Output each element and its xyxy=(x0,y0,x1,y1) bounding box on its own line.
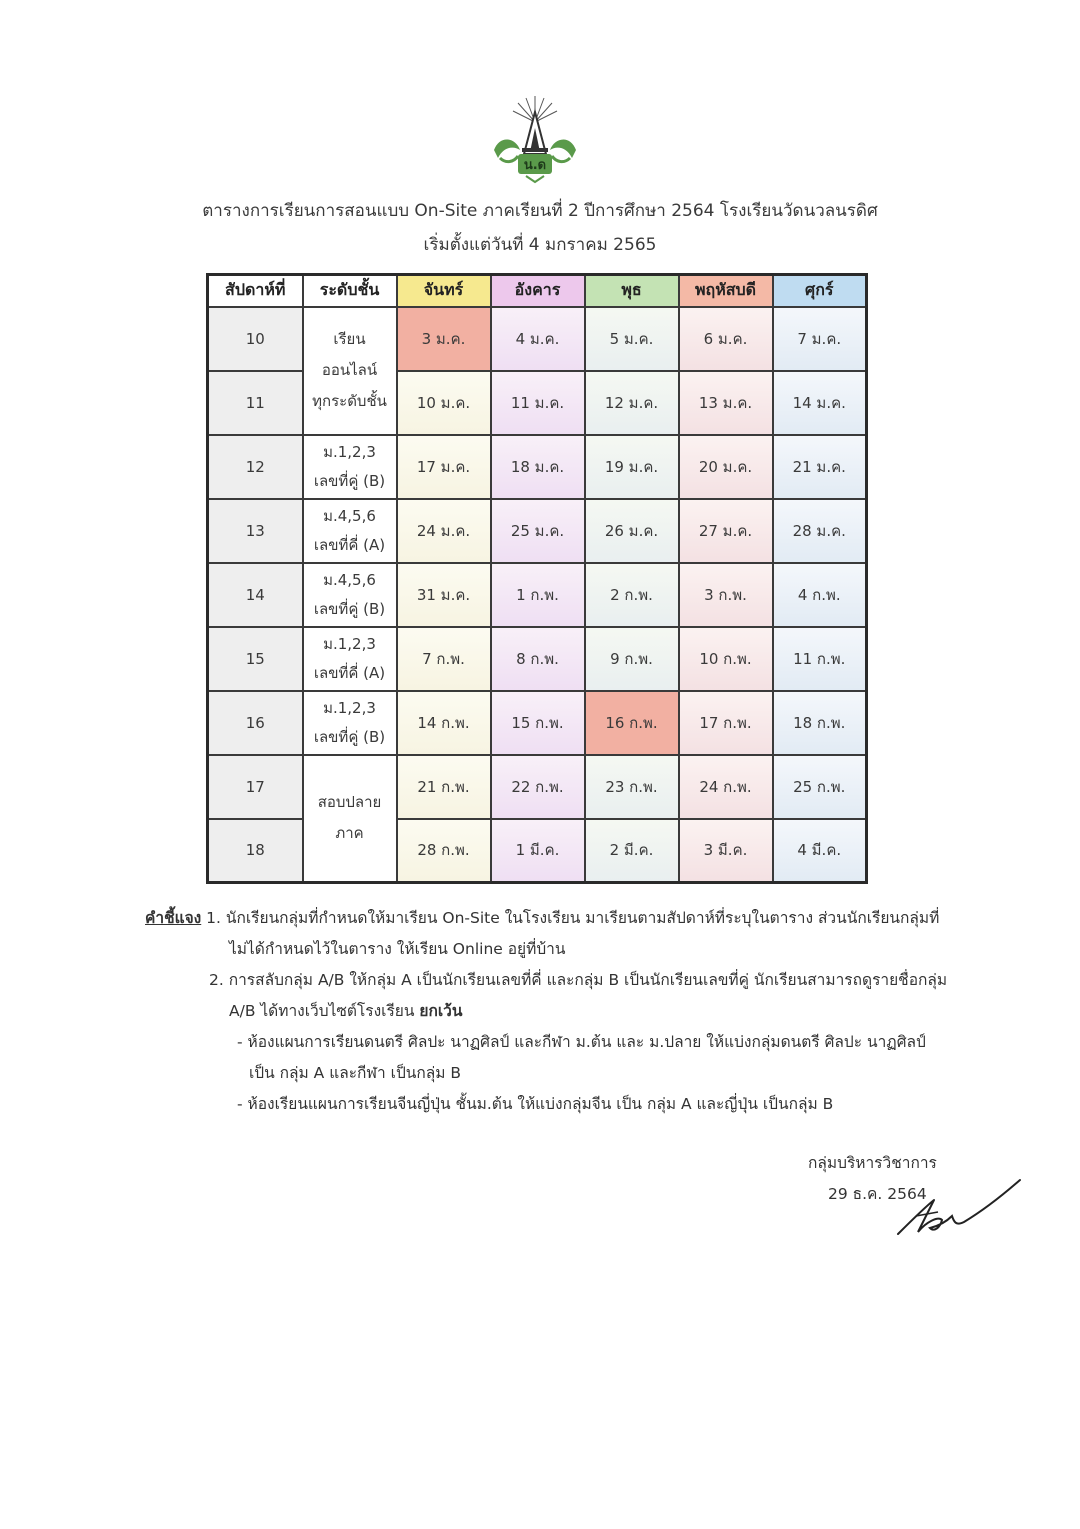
date-cell: 15 ก.พ. xyxy=(491,691,585,755)
date-cell: 3 ม.ค. xyxy=(397,307,491,371)
online-label-line: เรียน xyxy=(333,330,366,348)
date-cell: 5 ม.ค. xyxy=(585,307,679,371)
date-cell: 28 ก.พ. xyxy=(397,819,491,883)
week-number: 11 xyxy=(208,371,303,435)
date-cell: 22 ก.พ. xyxy=(491,755,585,819)
week-number: 13 xyxy=(208,499,303,563)
date-cell: 1 มี.ค. xyxy=(491,819,585,883)
date-cell: 2 ก.พ. xyxy=(585,563,679,627)
table-row xyxy=(208,755,867,819)
online-label-line: ออนไลน์ xyxy=(321,361,378,379)
group-number: เลขที่คู่ (B) xyxy=(313,599,386,618)
group-grade: ม.1,2,3 xyxy=(323,634,376,653)
header-wednesday: พุธ xyxy=(585,275,679,307)
note-item-2: 2. การสลับกลุ่ม A/B ให้กลุ่ม A เป็นนักเรียนเลขที่คี่ และกลุ่ม B เป็นนักเรียนเลขที่คู่ นักเรียนสามารถดูรายชื่อกลุ่ม xyxy=(209,971,948,989)
table-row xyxy=(208,627,867,691)
schedule-table xyxy=(206,273,868,884)
header-friday: ศุกร์ xyxy=(773,275,867,307)
date-cell: 13 ม.ค. xyxy=(679,371,773,435)
issue-date: 29 ธ.ค. 2564 xyxy=(828,1185,927,1203)
date-cell: 7 ก.พ. xyxy=(397,627,491,691)
department-name: กลุ่มบริหารวิชาการ xyxy=(808,1154,937,1172)
note-item-1-cont: ไม่ได้กำหนดไว้ในตาราง ให้เรียน Online อยู่ที่บ้าน xyxy=(229,940,566,958)
date-cell: 3 มี.ค. xyxy=(679,819,773,883)
date-cell: 28 ม.ค. xyxy=(773,499,867,563)
group-cell xyxy=(303,627,397,691)
date-cell: 12 ม.ค. xyxy=(585,371,679,435)
date-cell: 17 ก.พ. xyxy=(679,691,773,755)
date-cell: 20 ม.ค. xyxy=(679,435,773,499)
date-cell: 4 มี.ค. xyxy=(773,819,867,883)
note-sub-1-cont: เป็น กลุ่ม A และกีฬา เป็นกลุ่ม B xyxy=(249,1064,462,1082)
group-cell xyxy=(303,563,397,627)
group-grade: ม.4,5,6 xyxy=(323,570,376,589)
signature xyxy=(894,1172,1024,1242)
group-grade: ม.1,2,3 xyxy=(323,442,376,461)
header-thursday: พฤหัสบดี xyxy=(679,275,773,307)
week-number: 16 xyxy=(208,691,303,755)
date-cell: 16 ก.พ. xyxy=(585,691,679,755)
date-cell: 9 ก.พ. xyxy=(585,627,679,691)
date-cell: 21 ก.พ. xyxy=(397,755,491,819)
note-sub-2: - ห้องเรียนแผนการเรียนจีนญี่ปุ่น ชั้นม.ต้น ให้แบ่งกลุ่มจีน เป็น กลุ่ม A และญี่ปุ่น เป็นกลุ่ม B xyxy=(237,1095,834,1113)
group-number: เลขที่คู่ (B) xyxy=(313,471,386,490)
date-cell: 1 ก.พ. xyxy=(491,563,585,627)
table-row xyxy=(208,691,867,755)
date-cell: 19 ม.ค. xyxy=(585,435,679,499)
emblem-text: น.ด xyxy=(523,158,547,173)
week-number: 12 xyxy=(208,435,303,499)
date-cell: 25 ก.พ. xyxy=(773,755,867,819)
header-level: ระดับชั้น xyxy=(303,275,397,307)
table-row xyxy=(208,307,867,371)
date-cell: 8 ก.พ. xyxy=(491,627,585,691)
note-item-1: 1. นักเรียนกลุ่มที่กำหนดให้มาเรียน On-Site ในโรงเรียน มาเรียนตามสัปดาห์ที่ระบุในตาราง ส่วนนักเรียนกลุ่มที่ xyxy=(206,909,940,927)
week-number: 15 xyxy=(208,627,303,691)
note-sub-1: - ห้องแผนการเรียนดนตรี ศิลปะ นาฏศิลป์ และกีฬา ม.ต้น และ ม.ปลาย ให้แบ่งกลุ่มดนตรี ศิลปะ นาฏศิลป์ xyxy=(237,1033,926,1051)
date-cell: 10 ก.พ. xyxy=(679,627,773,691)
note-item-2-cont: A/B ได้ทางเว็บไซต์โรงเรียน xyxy=(229,1002,415,1020)
date-cell: 14 ก.พ. xyxy=(397,691,491,755)
date-cell: 31 ม.ค. xyxy=(397,563,491,627)
notes-label: คำชี้แจง xyxy=(145,909,202,927)
school-emblem-logo xyxy=(486,92,584,184)
date-cell: 17 ม.ค. xyxy=(397,435,491,499)
date-cell: 24 ก.พ. xyxy=(679,755,773,819)
exam-label-line: ภาค xyxy=(335,824,364,843)
date-cell: 11 ม.ค. xyxy=(491,371,585,435)
date-cell: 4 ม.ค. xyxy=(491,307,585,371)
date-cell: 18 ก.พ. xyxy=(773,691,867,755)
header-tuesday: อังคาร xyxy=(491,275,585,307)
date-cell: 26 ม.ค. xyxy=(585,499,679,563)
exam-label-line: สอบปลาย xyxy=(317,793,382,812)
date-cell: 18 ม.ค. xyxy=(491,435,585,499)
group-number: เลขที่คี่ (A) xyxy=(313,663,386,682)
online-label-line: ทุกระดับชั้น xyxy=(312,392,387,410)
group-cell xyxy=(303,435,397,499)
table-row xyxy=(208,563,867,627)
date-cell: 7 ม.ค. xyxy=(773,307,867,371)
week-number: 14 xyxy=(208,563,303,627)
exam-level-cell xyxy=(303,755,397,883)
date-cell: 25 ม.ค. xyxy=(491,499,585,563)
page-subtitle: เริ่มตั้งแต่วันที่ 4 มกราคม 2565 xyxy=(423,235,657,255)
group-cell xyxy=(303,499,397,563)
online-level-cell xyxy=(303,307,397,435)
date-cell: 23 ก.พ. xyxy=(585,755,679,819)
date-cell: 24 ม.ค. xyxy=(397,499,491,563)
table-row xyxy=(208,435,867,499)
date-cell: 4 ก.พ. xyxy=(773,563,867,627)
table-row xyxy=(208,499,867,563)
page-title: ตารางการเรียนการสอนแบบ On-Site ภาคเรียนที่ 2 ปีการศึกษา 2564 โรงเรียนวัดนวลนรดิศ xyxy=(202,201,878,221)
date-cell: 6 ม.ค. xyxy=(679,307,773,371)
date-cell: 2 มี.ค. xyxy=(585,819,679,883)
group-grade: ม.4,5,6 xyxy=(323,506,376,525)
date-cell: 11 ก.พ. xyxy=(773,627,867,691)
date-cell: 14 ม.ค. xyxy=(773,371,867,435)
group-grade: ม.1,2,3 xyxy=(323,698,376,717)
note-except: ยกเว้น xyxy=(419,1002,463,1020)
header-week: สัปดาห์ที่ xyxy=(208,275,303,307)
group-cell xyxy=(303,691,397,755)
date-cell: 27 ม.ค. xyxy=(679,499,773,563)
date-cell: 10 ม.ค. xyxy=(397,371,491,435)
group-number: เลขที่คี่ (A) xyxy=(313,535,386,554)
week-number: 10 xyxy=(208,307,303,371)
date-cell: 3 ก.พ. xyxy=(679,563,773,627)
week-number: 17 xyxy=(208,755,303,819)
table-header-row xyxy=(208,275,867,307)
date-cell: 21 ม.ค. xyxy=(773,435,867,499)
header-monday: จันทร์ xyxy=(397,275,491,307)
group-number: เลขที่คู่ (B) xyxy=(313,727,386,746)
week-number: 18 xyxy=(208,819,303,883)
